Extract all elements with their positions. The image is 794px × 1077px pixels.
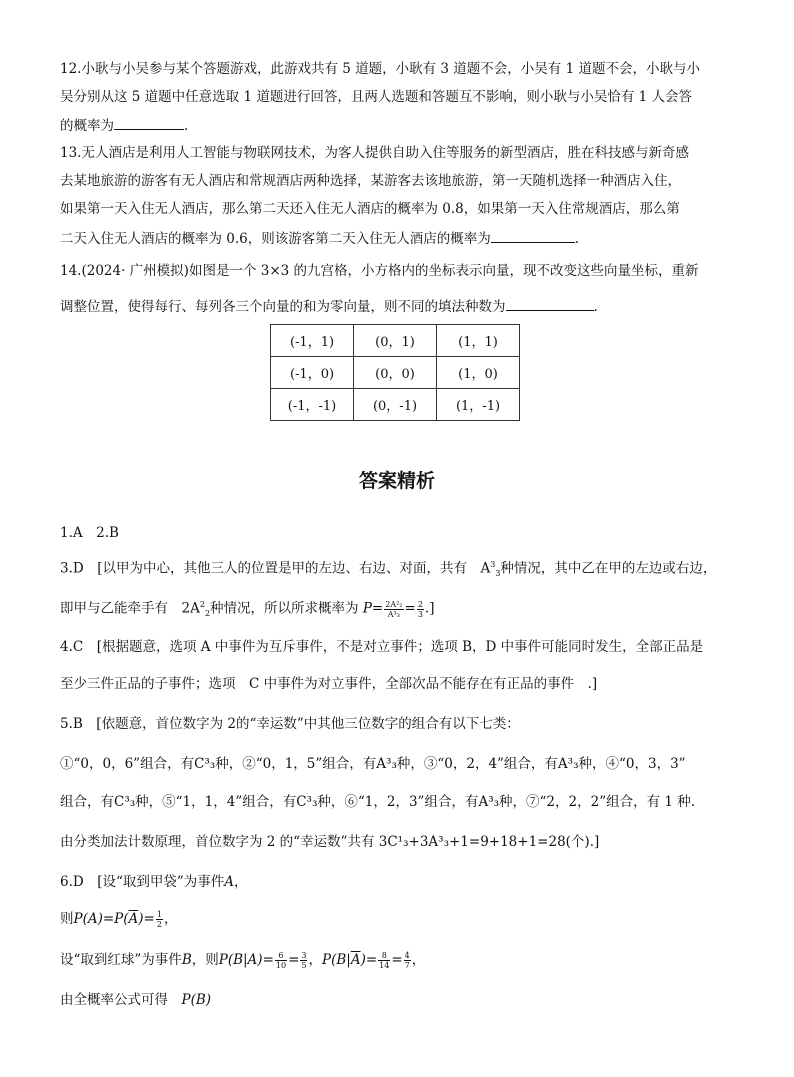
probability-expression: )= [138,911,155,927]
perm-subscript: 3 [495,569,501,579]
q13-line-3: 如果第一天入住无人酒店，那么第二天还入住无人酒店的概率为 0.8，如果第一天入住常规酒店，那么第 [60,201,680,217]
q12-line-3 [60,116,750,135]
perm-subscript: 2 [204,609,211,619]
fraction-denominator: 5 [301,961,307,970]
answer-4-line-1: 4.C [根据题意，选项 A 中事件为互斥事件，不是对立事件；选项 B，D 中事件可能同时发生，全部正品是 [60,639,704,655]
answer-6-comma: ， [234,874,248,890]
q13-line-2: 去某地旅游的游客有无人酒店和常规酒店两种选择，某游客去该地旅游，第一天随机选择一种酒店入住， [60,173,681,189]
grid-cell: (-1，1) [271,325,354,357]
grid-cell: (0，1) [354,325,437,357]
fraction-denominator: 14 [379,961,390,970]
fraction-numerator: 4 [404,951,410,960]
fraction [275,951,287,970]
event-variable: A [224,874,235,890]
grid-cell: (1，-1) [437,389,520,421]
perm-superscript: 2 [199,600,205,609]
fraction [156,910,163,929]
complement-variable: $\overline{A}$ [350,952,361,968]
answers-heading: 答案精析 [358,470,435,492]
q14-text: 调整位置，使得每行、每列各三个向量的和为零向量，则不同的填法种数为 [60,299,506,315]
q14-line-2 [60,297,750,316]
answer-3-text-d: 种情况，所以所求概率为 [210,600,359,617]
q13-line-4 [60,229,750,248]
fraction [378,951,390,970]
grid-cell: (1，1) [437,325,520,357]
answer-6-text-a: 6.D [设“取到甲袋”为事件 [60,874,225,890]
answer-3-text-a: 3.D [以甲为中心，其他三人的位置是甲的左边、右边、对面，共有 A [60,560,491,577]
answer-6-text-d: ，则 [191,952,219,968]
q12-answer-blank [114,116,184,130]
fraction [384,600,403,619]
answer-6-line-4 [60,991,750,1009]
complement-variable: $\overline{A}$ [128,911,139,927]
perm-superscript: 3 [490,560,496,569]
answer-5-line-2: ①“0，0，6”组合，有C³₃种，②“0，1，5”组合，有A³₃种，③“0，2，4”组合，有A³₃种，④“0，3，3” [60,756,686,772]
fraction-denominator: 10 [275,961,287,970]
q12-line-1: 12.小耿与小吴参与某个答题游戏，此游戏共有 5 道题，小耿有 3 道题不会，小吴有 1 道题不会，小耿与小 [60,61,700,77]
fraction-numerator: 2A²₂ [385,599,403,609]
fraction-denominator: A³₃ [387,609,400,619]
equals-sign: = [288,952,300,968]
fraction-numerator: 6 [275,951,287,961]
vector-grid-table [270,324,520,421]
answer-5-line-4: 由分类加法计数原理，首位数字为 2 的“幸运数”共有 3C¹₃+3A³₃+1=9+18+1=28(个).] [60,834,600,850]
event-variable: B [181,952,192,968]
fraction-denominator: 2 [156,920,162,929]
q13-line-1: 13.无人酒店是利用人工智能与物联网技术，为客人提供自助入住等服务的新型酒店，胜在科技感与新奇感 [60,145,689,161]
q12-text: 的概率为 [60,118,114,134]
fraction [404,951,411,970]
answer-4-line-2: 至少三件正品的子事件；选项 C 中事件为对立事件，全部次品不能存在有正品的事件 .] [60,676,598,692]
q14-answer-blank [506,297,594,311]
probability-expression: P(B|A)= [218,952,274,968]
answer-5-line-3: 组合，有C³₃种，⑤“1，1，4”组合，有C³₃种，⑥“1，2，3”组合，有A³₃种，⑦“2，2，2”组合，有 1 种. [60,794,696,810]
probability-expression: )= [360,952,378,968]
probability-expression: P(B) [181,992,212,1008]
answer-3-end: .] [424,600,435,617]
answer-3-text-b: 种情况，其中乙在甲的左边或右边， [500,560,717,577]
fraction-numerator: 1 [156,910,162,919]
q13-text: 二天入住无人酒店的概率为 0.6，则该游客第二天入住无人酒店的概率为 [60,231,491,247]
grid-row [271,389,520,421]
probability-expression: P(B| [321,952,351,968]
fraction-numerator: 2 [417,599,423,609]
answer-6-comma: ， [308,952,322,968]
answer-6-comma: ， [411,952,426,968]
q12-end: . [184,118,189,134]
answer-6-line-3 [60,951,750,970]
answer-6-text-b: 则 [60,911,74,927]
q12-line-2: 吴分别从这 5 道题中任意选取 1 道题进行回答，且两人选题和答题互不影响，则小耿与小吴恰有 1 人会答 [60,89,693,105]
probability-expression: P(A)=P( [73,911,129,927]
q13-answer-blank [491,229,575,243]
answer-3-text-c: 即甲与乙能牵手有 2A [60,600,200,617]
answer-3-line-1 [60,556,750,583]
q14-line-1: 14.(2024· 广州模拟)如图是一个 3×3 的九宫格，小方格内的坐标表示向量，现不改变这些向量坐标，重新 [60,263,699,279]
answer-3-line-2 [60,596,750,623]
grid-row [271,357,520,389]
answer-5-line-1: 5.B [依题意，首位数字为 2的“幸运数”中其他三位数字的组合有以下七类： [60,716,520,732]
grid-cell: (-1，0) [271,357,354,389]
equals-sign: = [391,952,403,968]
fraction [417,600,424,619]
grid-row [271,325,520,357]
grid-cell: (1，0) [437,357,520,389]
answer-1-2: 1.A 2.B [60,525,119,541]
q14-end: . [593,299,598,315]
fraction-denominator: 3 [417,609,423,619]
grid-cell: (-1，-1) [271,389,354,421]
fraction [300,951,307,970]
fraction-numerator: 8 [378,951,390,961]
grid-cell: (0，-1) [354,389,437,421]
grid-cell: (0，0) [354,357,437,389]
answer-6-line-1 [60,873,750,891]
answer-6-text-c: 设“取到红球”为事件 [60,952,182,968]
fraction-numerator: 3 [301,951,307,960]
answer-6-comma: ， [163,911,178,927]
fraction-denominator: 7 [404,961,410,970]
answer-6-line-2 [60,910,750,929]
answer-6-text-e: 由全概率公式可得 [60,992,168,1008]
probability-symbol: P= [362,600,384,617]
q13-end: . [574,231,580,247]
equals-sign: = [404,600,416,617]
